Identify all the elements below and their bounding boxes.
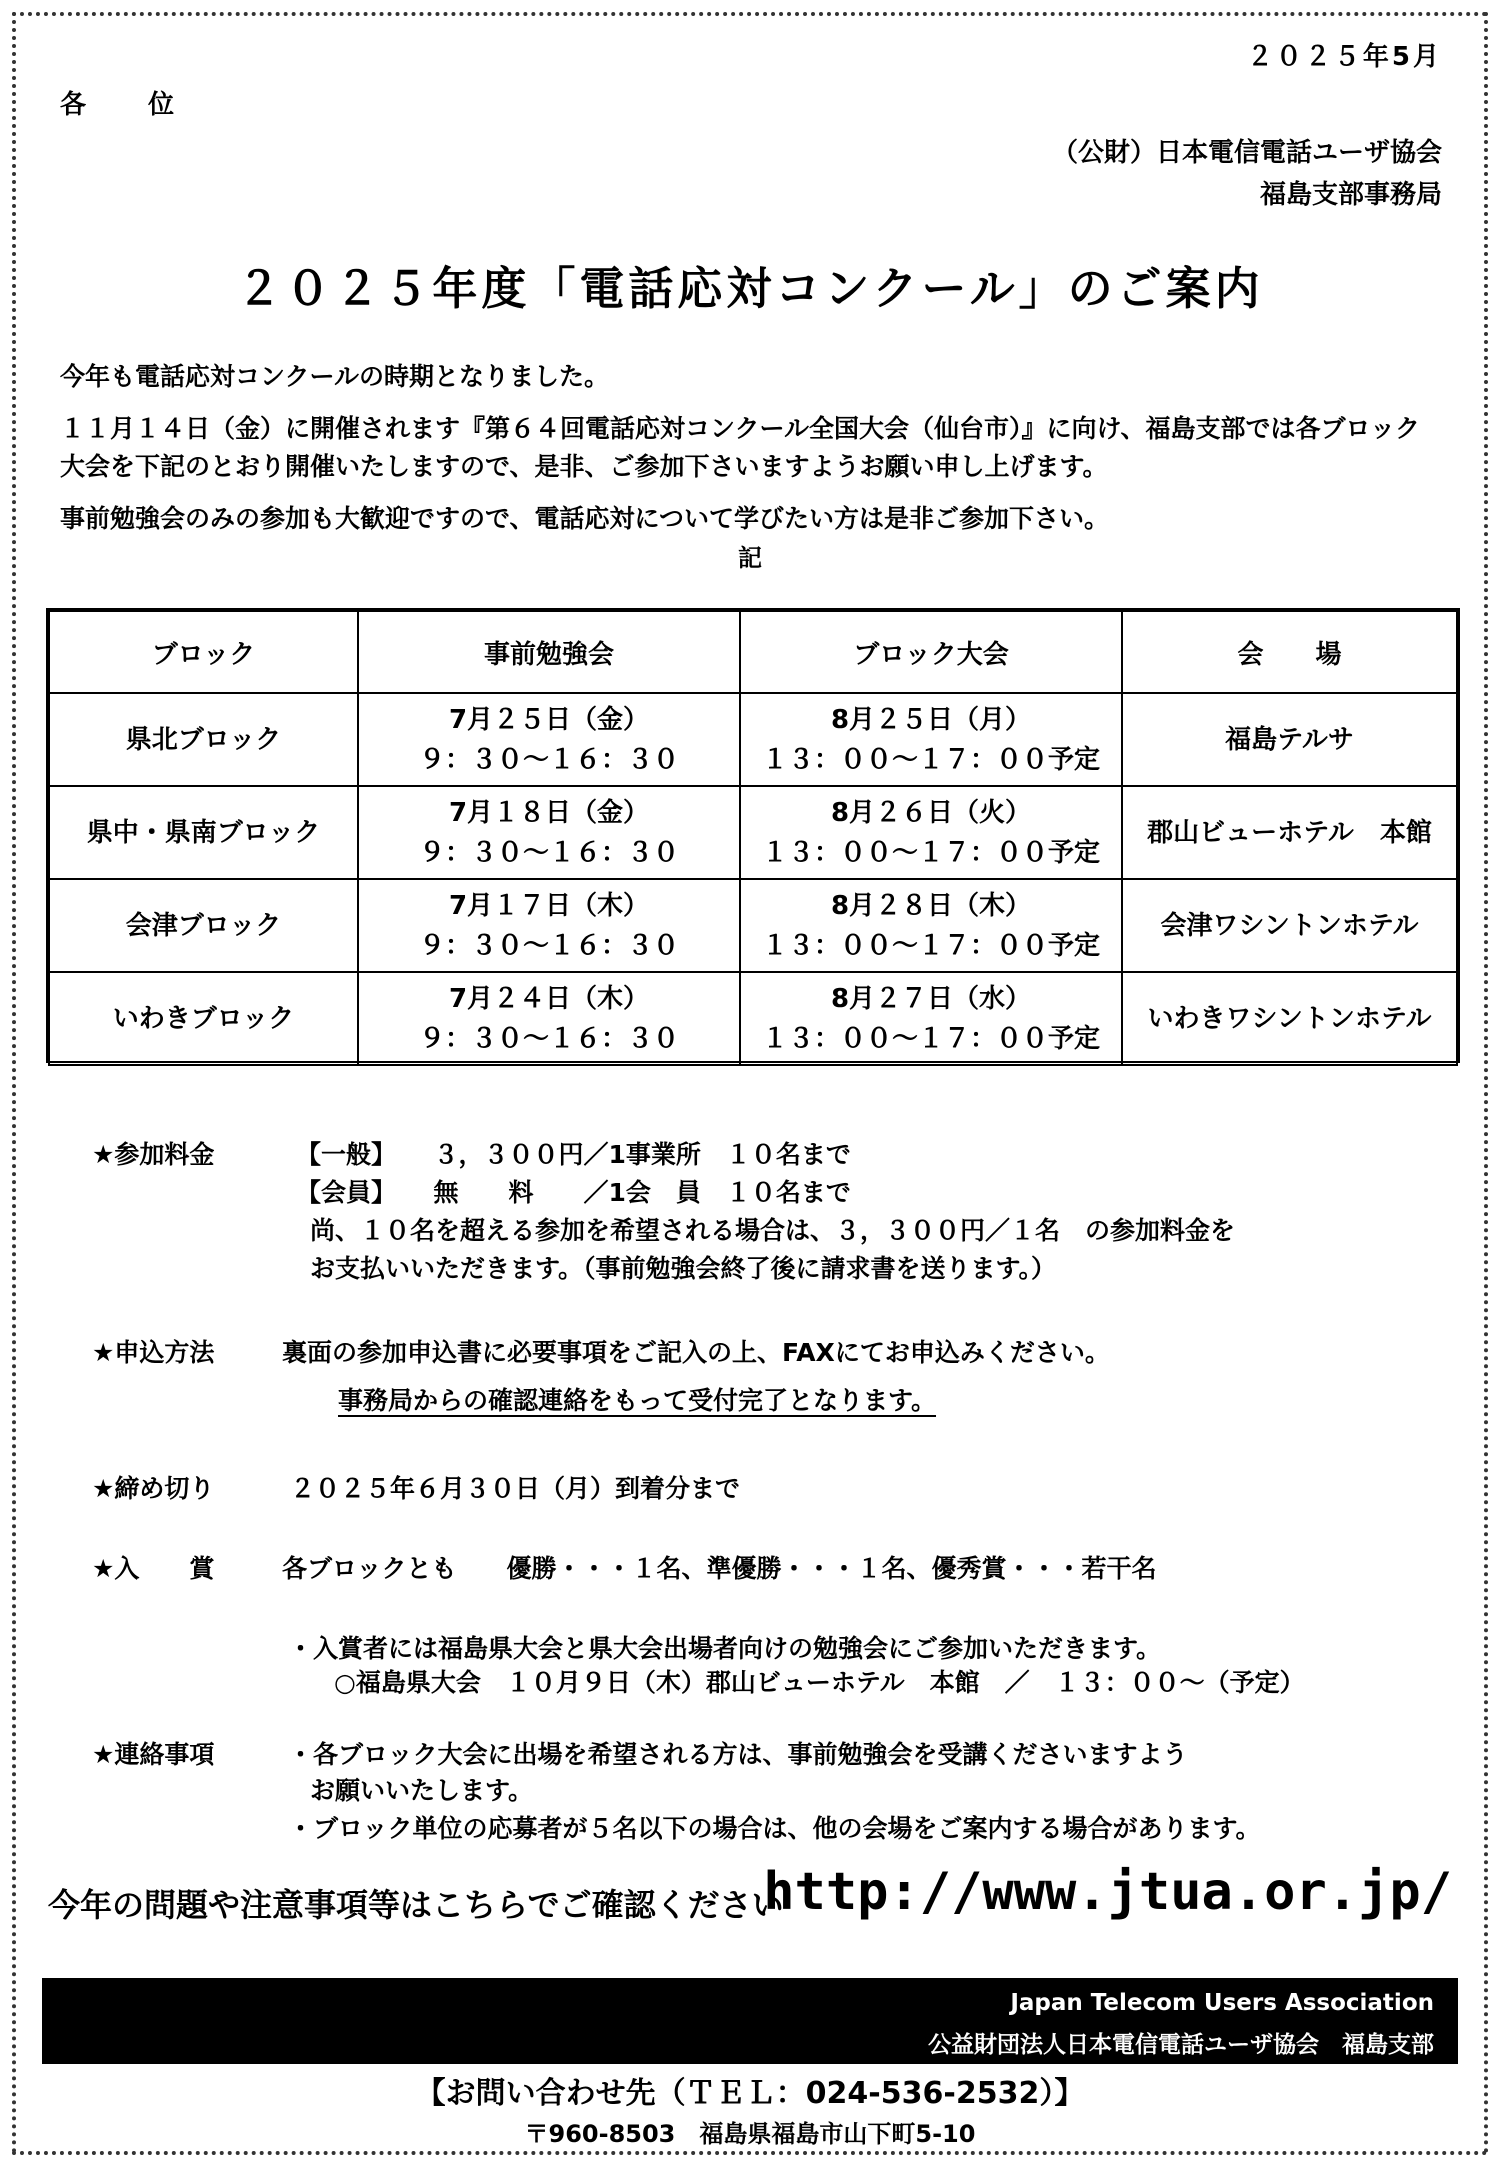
- meet-cell: [740, 879, 1122, 972]
- venue-cell: 会津ワシントンホテル: [1122, 879, 1457, 972]
- postal-address: 〒960-8503 福島県福島市山下町5-10: [524, 2120, 976, 2148]
- addressee-part-2: 位: [148, 90, 177, 120]
- meet-time: １３：００～１７：００予定: [761, 837, 1100, 868]
- study-time: ９：３０～１６：３０: [418, 930, 679, 961]
- notice-line-1: ・各ブロック大会に出場を希望される方は、事前勉強会を受講くださいますよう: [288, 1740, 1188, 1769]
- schedule-table: [48, 610, 1458, 1066]
- study-cell: [358, 879, 740, 972]
- deadline-label: ★締め切り: [92, 1474, 215, 1503]
- header-meet: ブロック大会: [740, 611, 1122, 693]
- meet-date: 8月２６日（火）: [830, 797, 1032, 828]
- fee-extra: 尚、１０名を超える参加を希望される場合は、３，３００円／１名 の参加料金を: [310, 1216, 1236, 1245]
- table-row: [49, 972, 1457, 1065]
- block-cell: 県北ブロック: [49, 693, 358, 786]
- issue-date: ２０２５年5月: [1246, 42, 1442, 72]
- table-header-row: [49, 611, 1457, 693]
- apply-confirmation: 事務局からの確認連絡をもって受付完了となります。: [338, 1386, 937, 1415]
- meet-time: １３：００～１７：００予定: [761, 744, 1100, 775]
- issuer: [1052, 132, 1442, 216]
- check-instructions: 今年の問題や注意事項等はこちらでご確認ください: [48, 1886, 784, 1924]
- meet-date: 8月２７日（水）: [830, 983, 1032, 1014]
- meet-cell: [740, 693, 1122, 786]
- meet-time: １３：００～１７：００予定: [761, 930, 1100, 961]
- ki-marker: 記: [738, 544, 762, 572]
- table-row: [49, 693, 1457, 786]
- study-cell: [358, 972, 740, 1065]
- block-cell: いわきブロック: [49, 972, 358, 1065]
- meet-cell: [740, 972, 1122, 1065]
- fee-general: 【一般】 ３，３００円／1事業所 １０名まで: [296, 1140, 851, 1169]
- intro-paragraph-1: 今年も電話応対コンクールの時期となりました。: [60, 362, 610, 391]
- banner-english-name: Japan Telecom Users Association: [1010, 1990, 1434, 2016]
- study-date: 7月１８日（金）: [448, 797, 650, 828]
- study-cell: [358, 693, 740, 786]
- addressee: [60, 84, 236, 121]
- website-link[interactable]: http://www.jtua.or.jp/: [763, 1862, 1452, 1922]
- meet-date: 8月２８日（木）: [830, 890, 1032, 921]
- fee-payment: お支払いいただきます。（事前勉強会終了後に請求書を送ります。）: [310, 1254, 1057, 1283]
- meet-cell: [740, 786, 1122, 879]
- block-cell: 会津ブロック: [49, 879, 358, 972]
- study-time: ９：３０～１６：３０: [418, 837, 679, 868]
- venue-cell: 福島テルサ: [1122, 693, 1457, 786]
- banner-japanese-name: 公益財団法人日本電信電話ユーザ協会 福島支部: [928, 2032, 1434, 2058]
- header-venue: 会 場: [1122, 611, 1457, 693]
- study-time: ９：３０～１６：３０: [418, 1023, 679, 1054]
- apply-label: ★申込方法: [92, 1338, 215, 1367]
- contact-phone: 【お問い合わせ先（ＴＥＬ：024-536-2532）】: [415, 2076, 1085, 2111]
- study-date: 7月２５日（金）: [448, 704, 650, 735]
- block-cell: 県中・県南ブロック: [49, 786, 358, 879]
- header-study: 事前勉強会: [358, 611, 740, 693]
- study-time: ９：３０～１６：３０: [418, 744, 679, 775]
- study-cell: [358, 786, 740, 879]
- prize-note-2: ○福島県大会 １０月９日（木）郡山ビューホテル 本館 ／ １３：００～（予定）: [334, 1668, 1305, 1697]
- study-date: 7月２４日（木）: [448, 983, 650, 1014]
- meet-date: 8月２５日（月）: [830, 704, 1032, 735]
- table-row: [49, 786, 1457, 879]
- intro-paragraph-3: 事前勉強会のみの参加も大歓迎ですので、電話応対について学びたい方は是非ご参加下さい。: [60, 504, 1110, 533]
- page-title: ２０２５年度「電話応対コンクール」のご案内: [236, 262, 1264, 315]
- notice-label: ★連絡事項: [92, 1740, 215, 1769]
- table-row: [49, 879, 1457, 972]
- study-date: 7月１７日（木）: [448, 890, 650, 921]
- addressee-part-1: 各: [60, 90, 89, 120]
- apply-method: 裏面の参加申込書に必要事項をご記入の上、FAXにてお申込みください。: [282, 1338, 1110, 1367]
- association-banner: [42, 1978, 1458, 2064]
- notice-line-2: お願いいたします。: [310, 1776, 534, 1805]
- notice-line-3: ・ブロック単位の応募者が５名以下の場合は、他の会場をご案内する場合があります。: [288, 1814, 1261, 1843]
- meet-time: １３：００～１７：００予定: [761, 1023, 1100, 1054]
- fee-member: 【会員】 無 料 ／1会 員 １０名まで: [296, 1178, 851, 1207]
- deadline-text: ２０２５年６月３０日（月）到着分まで: [290, 1474, 741, 1503]
- prize-note-1: ・入賞者には福島県大会と県大会出場者向けの勉強会にご参加いただきます。: [288, 1634, 1162, 1663]
- issuer-office: 福島支部事務局: [1259, 180, 1442, 210]
- issuer-org: （公財）日本電信電話ユーザ協会: [1051, 138, 1442, 168]
- header-block: ブロック: [49, 611, 358, 693]
- prize-text: 各ブロックとも 優勝・・・１名、準優勝・・・１名、優秀賞・・・若干名: [282, 1554, 1157, 1583]
- venue-cell: いわきワシントンホテル: [1122, 972, 1457, 1065]
- prize-label: ★入 賞: [92, 1554, 215, 1583]
- venue-cell: 郡山ビューホテル 本館: [1122, 786, 1457, 879]
- fee-label: ★参加料金: [92, 1140, 215, 1169]
- intro-paragraph-2: １１月１４日（金）に開催されます『第６４回電話応対コンクール全国大会（仙台市）』に向け、福島支部では各ブロック大会を下記のとおり開催いたしますので、是非、ご参加下さいますようお願い申し上げます。: [60, 414, 1421, 481]
